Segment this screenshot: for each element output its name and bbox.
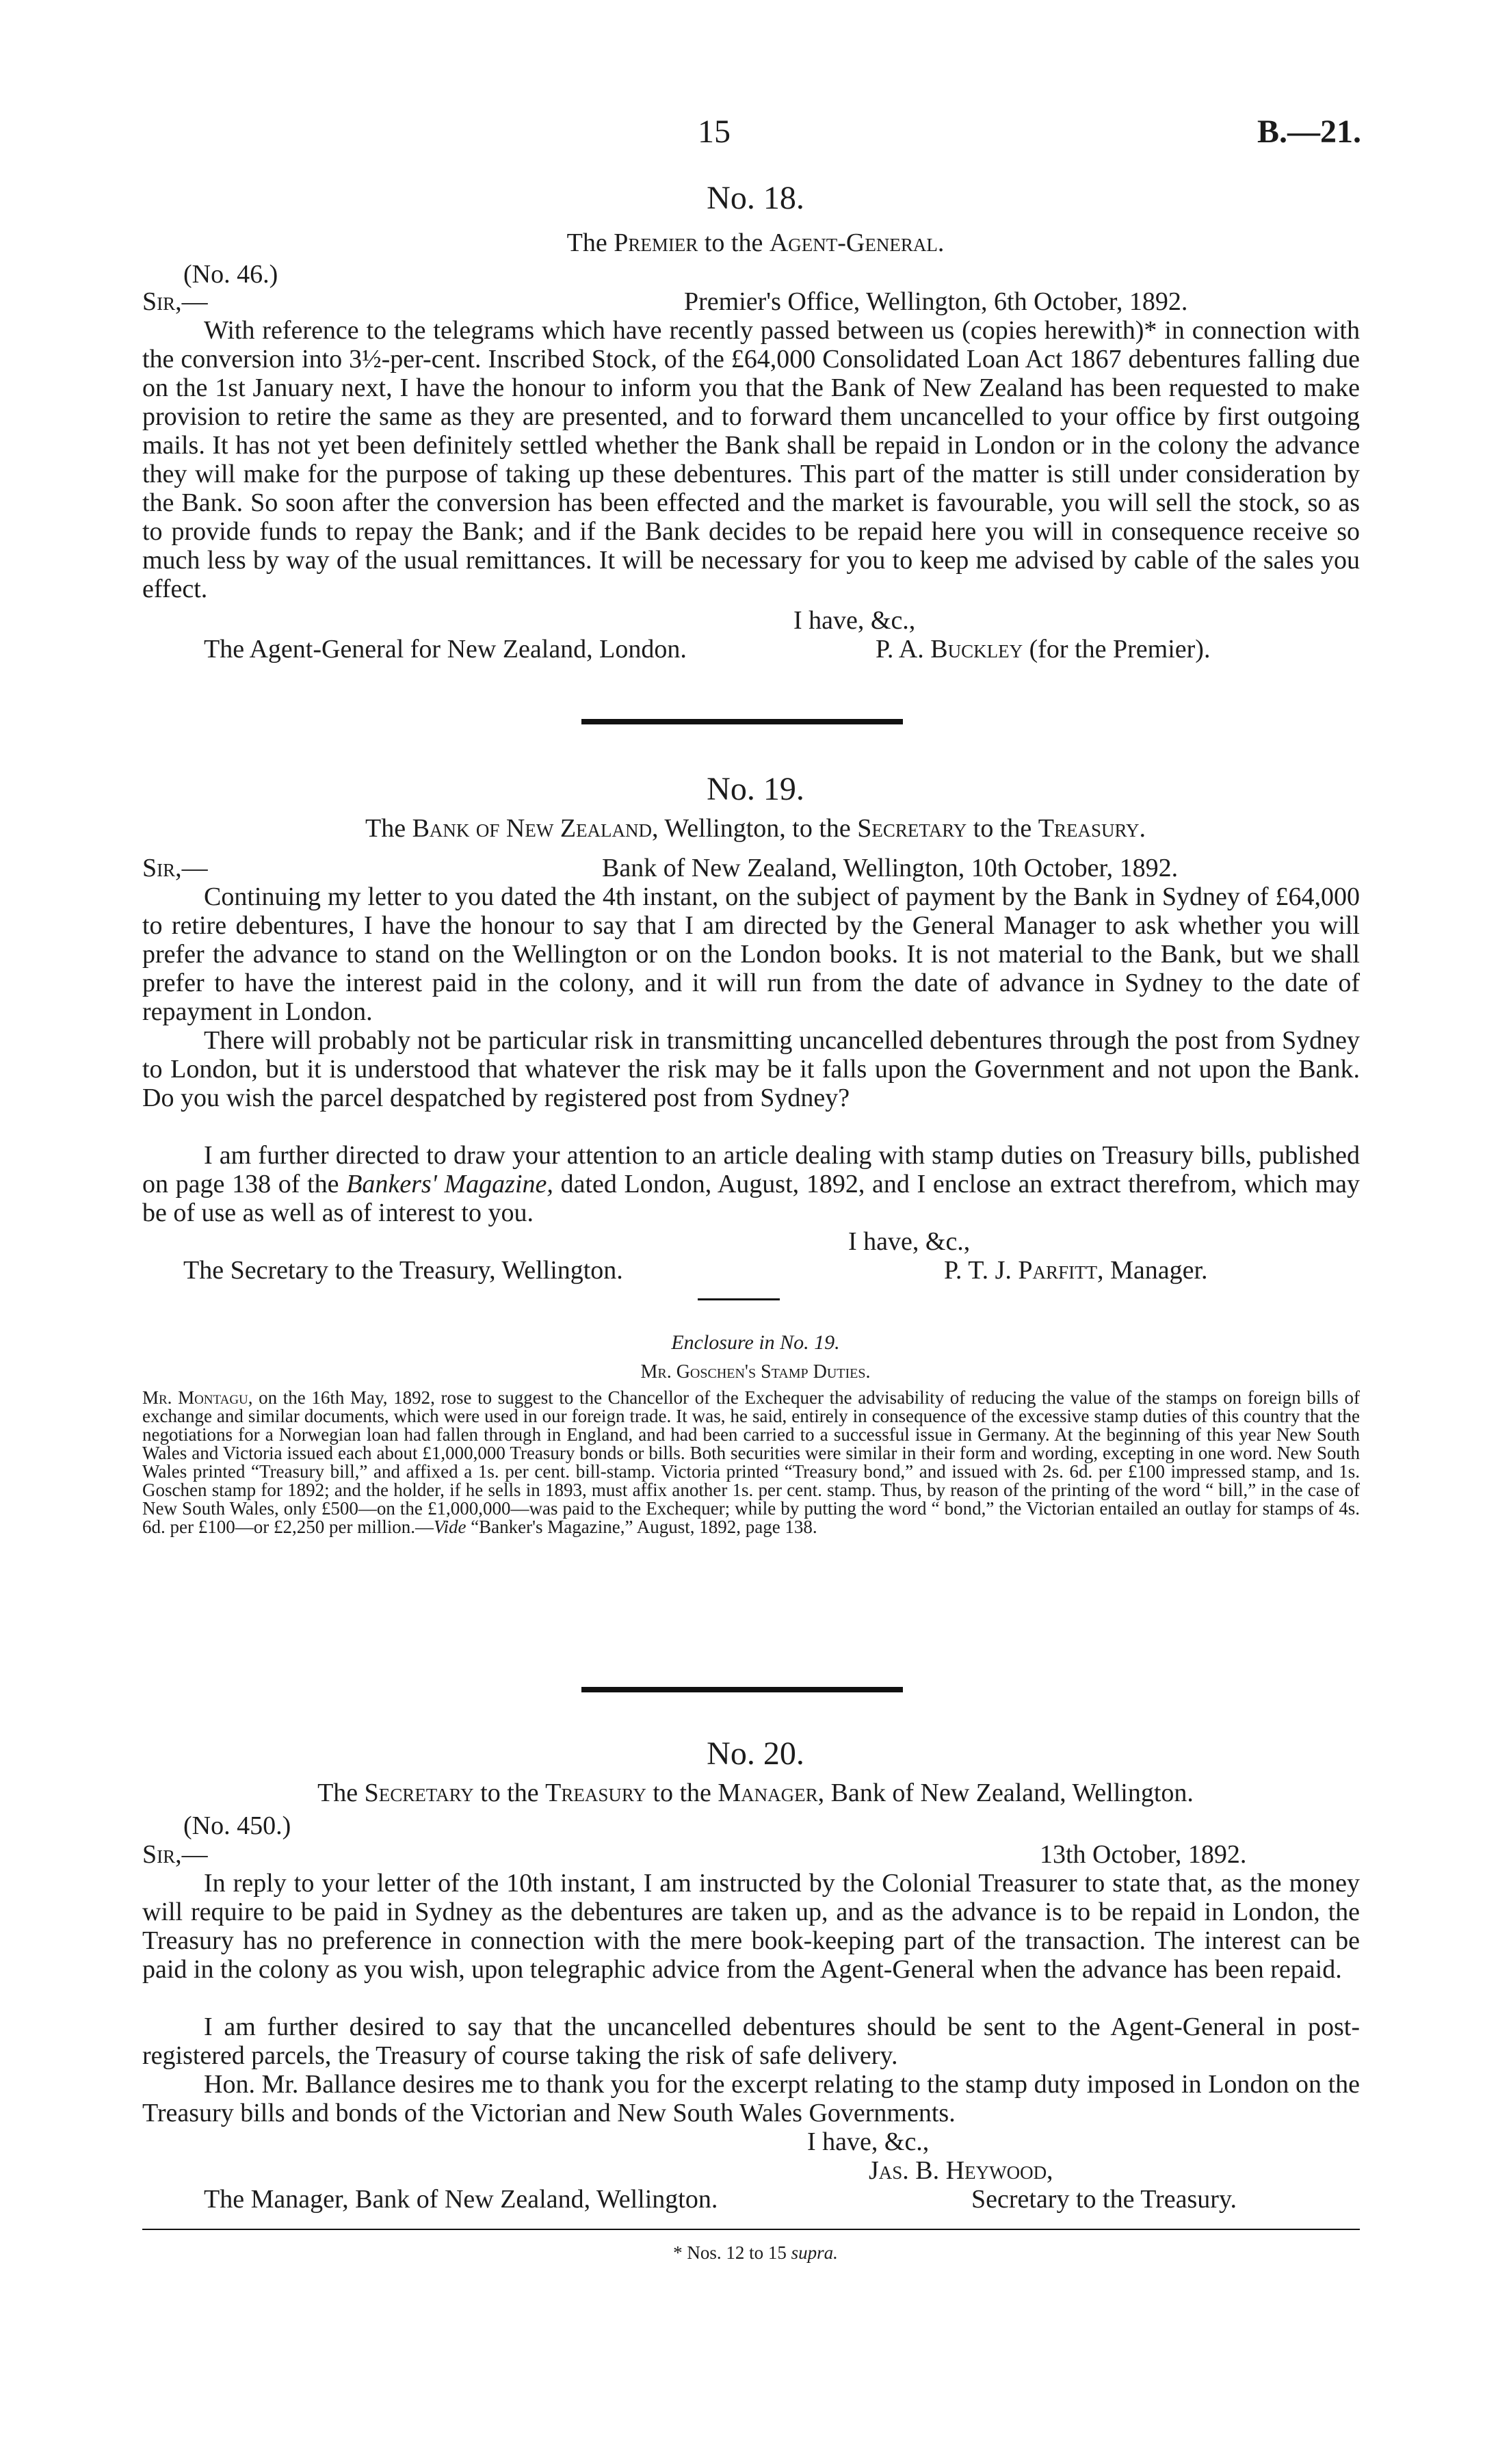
- letter-19-signature: [944, 1256, 1208, 1285]
- short-divider: [698, 1298, 780, 1300]
- title-word: The: [365, 814, 406, 843]
- section-divider: [581, 719, 903, 724]
- title-word: Bank of New Zealand, Wellington.: [830, 1779, 1194, 1807]
- enclosure-source: “Banker's Magazine,” August, 1892, page 138.: [471, 1517, 817, 1537]
- title-word: Wellington, to the: [664, 814, 851, 843]
- letter-20-signer-title: Secretary to the Treasury.: [971, 2185, 1237, 2214]
- letter-19-salutation: Sir,—: [142, 854, 208, 882]
- signer-name: Parfitt,: [1018, 1256, 1104, 1285]
- title-word: The: [566, 228, 607, 257]
- footnote: [0, 2242, 1511, 2264]
- letter-20-date: 13th October, 1892.: [1040, 1840, 1247, 1869]
- letter-19-paragraph: Continuing my letter to you dated the 4th instant, on the subject of payment by the Bank in Sydney of £64,000 to retire debentures, I have the honour to say that I am directed by the General Manager to ask whether you will prefer the advance to stand on the Wellington or on the London books. It is not material to the Bank, but we shall prefer to have the interest paid in the colony, and it will run from the date of advance in Sydney to the date of repayment in London.: [142, 882, 1360, 1026]
- page-number: 15: [698, 114, 731, 150]
- paragraph-text: I am further directed to draw your attention to an article dealing with stamp duties on Treasury bills, published on page 138 of the: [142, 1141, 1360, 1198]
- letter-18-salutation: Sir,—: [142, 287, 208, 316]
- letter-20-reference: (No. 450.): [183, 1811, 291, 1840]
- title-premier: Premier: [614, 228, 698, 257]
- title-word: to the: [653, 1779, 711, 1807]
- letter-19-paragraph: There will probably not be particular risk in transmitting uncancelled debentures through the post from Sydney to London, but it is understood that whatever the risk may be it falls upon the Government and not upon the Bank. Do you wish the parcel despatched by registered post from Sydney?: [142, 1026, 1360, 1112]
- title-agent-general: Agent-General.: [769, 228, 945, 257]
- letter-18-place-date: Premier's Office, Wellington, 6th October, 1892.: [684, 287, 1188, 316]
- letter-18-paragraph: With reference to the telegrams which have recently passed between us (copies herewith)* in connection with the conversion into 3½-per-cent. Inscribed Stock, of the £64,000 Consolidated Loan Act 1867 debentures falling due on the 1st January next, I have the honour to inform you that the Bank of New Zealand has been requested to make provision to retire the same as they are presented, and to forward them uncancelled to your office by first outgoing mails. It has not yet been definitely settled whether the Bank shall be repaid in London or in the colony the advance they will make for the purpose of taking up these debentures. This part of the matter is still under consideration by the Bank. So soon after the conversion has been effected and the market is favourable, you will sell the stock, so as to provide funds to repay the Bank; and if the Bank decides to be repaid here you will in consequence receive so much less by way of the usual remittances. It will be necessary for you to keep me advised by cable of the sales you effect.: [142, 316, 1360, 603]
- title-word: to the: [480, 1779, 539, 1807]
- letter-19-number: No. 19.: [707, 771, 804, 807]
- letter-18-addressee: The Agent-General for New Zealand, London.: [204, 635, 687, 664]
- letter-20-number: No. 20.: [707, 1735, 804, 1772]
- signer-note: Manager.: [1110, 1256, 1208, 1285]
- letter-19-place-date: Bank of New Zealand, Wellington, 10th October, 1892.: [602, 854, 1179, 882]
- letter-20-title: [0, 1779, 1511, 1807]
- letter-20-paragraph: I am further desired to say that the uncancelled debentures should be sent to the Agent-General in post-registered parcels, the Treasury of course taking the risk of safe delivery.: [142, 2013, 1360, 2070]
- enclosure-subheading: Mr. Goschen's Stamp Duties.: [640, 1361, 871, 1382]
- signer-initials: P. A.: [876, 635, 924, 664]
- footnote-text: * Nos. 12 to 15: [673, 2242, 787, 2263]
- section-divider: [581, 1687, 903, 1692]
- document-reference: B.—21.: [1257, 114, 1361, 150]
- letter-20-paragraph: Hon. Mr. Ballance desires me to thank you for the excerpt relating to the stamp duty imposed in London on the Treasury bills and bonds of the Victorian and New South Wales Governments.: [142, 2070, 1360, 2127]
- letter-20-addressee: The Manager, Bank of New Zealand, Wellington.: [204, 2185, 718, 2214]
- footnote-rule: [142, 2229, 1360, 2230]
- letter-20-closing: I have, &c.,: [807, 2127, 930, 2156]
- letter-20-paragraph: In reply to your letter of the 10th instant, I am instructed by the Colonial Treasurer to state that, as the money will require to be paid in Sydney as the debentures are taken up, and as the advance is to be repaid in London, the Treasury has no preference in connection with the mere book-keeping part of the transaction. The interest can be paid in the colony as you wish, upon telegraphic advice from the Agent-General when the advance has been repaid.: [142, 1869, 1360, 1984]
- enclosure-text: [142, 1389, 1360, 1536]
- signer-initials: P. T. J.: [944, 1256, 1012, 1285]
- title-secretary: Secretary: [857, 814, 967, 843]
- letter-19-paragraph: [142, 1141, 1360, 1227]
- title-word: to the: [704, 228, 763, 257]
- signer-name: Buckley: [930, 635, 1023, 664]
- title-manager: Manager,: [718, 1779, 825, 1807]
- letter-19-closing: I have, &c.,: [848, 1227, 971, 1256]
- letter-20-salutation: Sir,—: [142, 1840, 208, 1869]
- title-secretary: Secretary: [364, 1779, 474, 1807]
- letter-19-addressee: The Secretary to the Treasury, Wellington.: [183, 1256, 623, 1285]
- letter-18-number: No. 18.: [707, 180, 804, 216]
- letter-18-closing: I have, &c.,: [793, 606, 916, 635]
- title-bank: Bank of New Zealand,: [412, 814, 659, 843]
- letter-20-signer: Jas. B. Heywood,: [869, 2156, 1053, 2185]
- letter-18-signature: [876, 635, 1210, 664]
- title-word: The: [317, 1779, 358, 1807]
- enclosure-lead: Mr. Montagu,: [142, 1387, 253, 1408]
- signer-note: (for the Premier).: [1029, 635, 1211, 664]
- paragraph-text: dated London, August, 1892, and I enclose an extract therefrom, which may be of use as well as of interest to you.: [142, 1170, 1361, 1227]
- magazine-title: Bankers' Magazine,: [346, 1170, 553, 1198]
- footnote-supra: supra.: [791, 2242, 838, 2263]
- enclosure-heading: Enclosure in No. 19.: [671, 1331, 840, 1354]
- title-treasury: Treasury.: [1038, 814, 1146, 843]
- letter-19-title: [0, 814, 1511, 843]
- letter-18-reference: (No. 46.): [183, 260, 278, 289]
- enclosure-body: on the 16th May, 1892, rose to suggest to the Chancellor of the Exchequer the advisability of reducing the value of the stamps on foreign bills of exchange and similar documents, which were used in our foreign trade. It was, he said, entirely in consequence of the excessive stamp duties of this country that the negotiations for a Norwegian loan had fallen through in England, and had been carried to a successful issue in Germany. At the beginning of this year New South Wales and Victoria issued each about £1,000,000 Treasury bonds or bills. Both securities were similar in their form and wording, excepting in one word. New South Wales printed “Treasury bill,” and affixed a 1s. per cent. bill-stamp. Victoria printed “Treasury bond,” and issued with 2s. 6d. per £100 impressed stamp, and 1s. Goschen stamp for 1892; and the holder, if he sells in 1893, must affix another 1s. per cent. stamp. Thus, by reason of the printing of the word “ bill,” in the case of New South Wales, only £500—on the £1,000,000—was paid to the Exchequer; while by putting the word “ bond,” the Victorian entailed an outlay for stamps of 4s. 6d. per £100—or £2,250 per million.—: [142, 1387, 1360, 1537]
- vide: Vide: [433, 1517, 467, 1537]
- title-word: to the: [973, 814, 1032, 843]
- letter-18-title: [0, 228, 1511, 257]
- title-treasury: Treasury: [545, 1779, 646, 1807]
